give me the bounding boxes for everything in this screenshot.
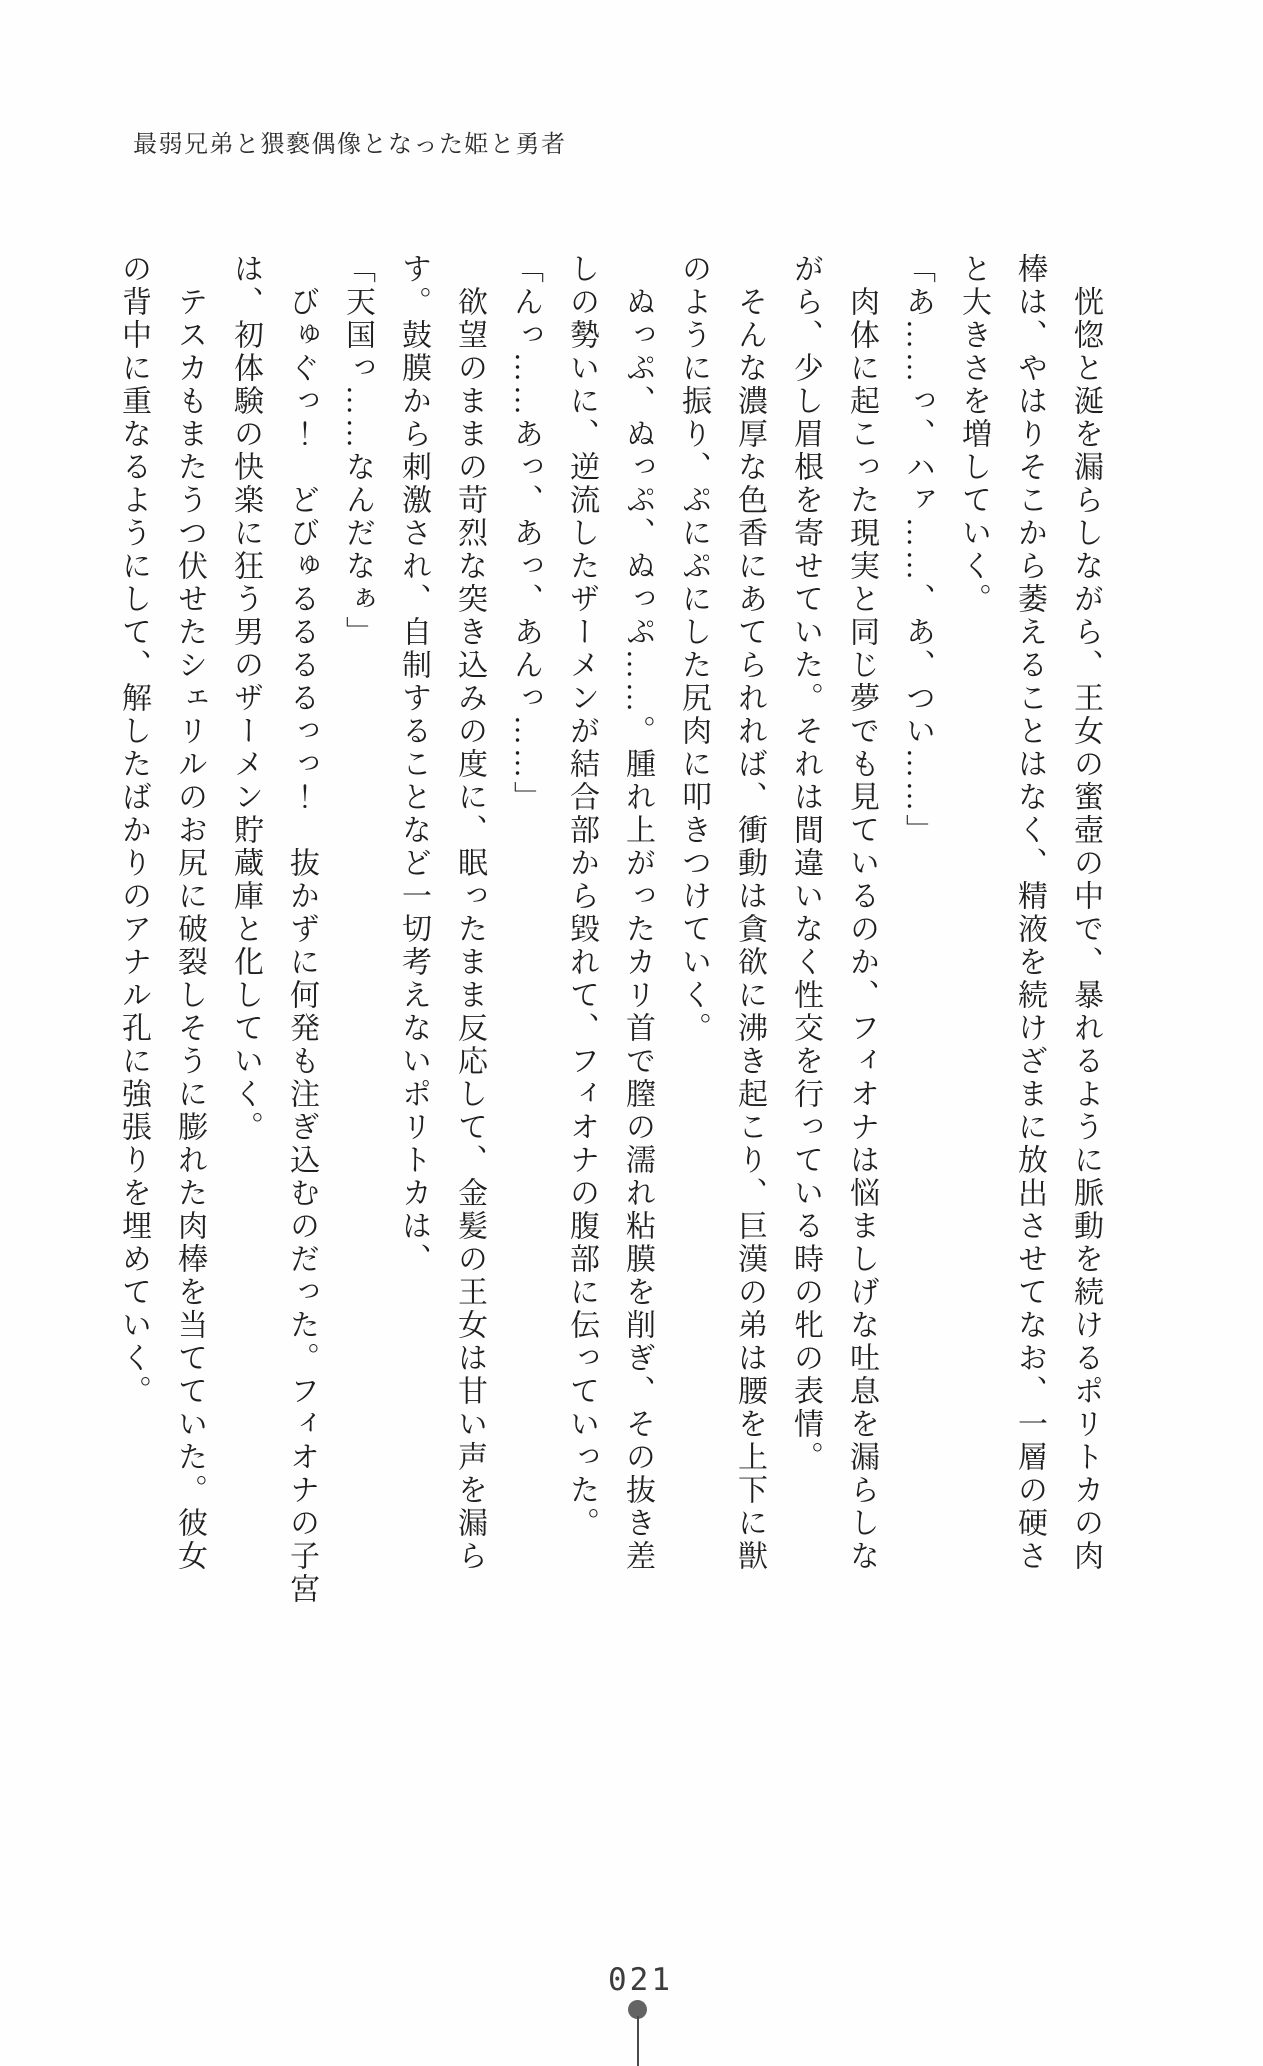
text-column: 棒は、やはりそこから萎えることはなく、精液を続けざまに放出させてなお、一層の硬さ — [1013, 253, 1046, 1573]
text-column: 肉体に起こった現実と同じ夢でも見ているのか、フィオナは悩ましげな吐息を漏らしな — [845, 253, 878, 1573]
page-number: 021 — [608, 1962, 673, 1998]
text-column: ぬっぷ、ぬっぷ、ぬっぷ……。腫れ上がったカリ首で膣の濡れ粘膜を削ぎ、その抜き差 — [621, 253, 654, 1573]
binding-dot-icon — [628, 2000, 647, 2019]
text-column: は、初体験の快楽に狂う男のザーメン貯蔵庫と化していく。 — [229, 253, 262, 1144]
text-column: のように振り、ぷにぷにした尻肉に叩きつけていく。 — [677, 253, 710, 1045]
body-text — [105, 253, 1113, 1613]
text-column: 恍惚と涎を漏らしながら、王女の蜜壺の中で、暴れるように脈動を続けるポリトカの肉 — [1069, 253, 1102, 1573]
text-column: そんな濃厚な色香にあてられれば、衝動は貪欲に沸き起こり、巨漢の弟は腰を上下に獣 — [733, 253, 766, 1573]
text-column: と大きさを増していく。 — [957, 253, 990, 616]
text-column: す。鼓膜から刺激され、自制することなど一切考えないポリトカは、 — [397, 253, 430, 1276]
text-column: テスカもまたうつ伏せたシェリルのお尻に破裂しそうに膨れた肉棒を当てていた。彼女 — [173, 253, 206, 1573]
text-column: がら、少し眉根を寄せていた。それは間違いなく性交を行っている時の牝の表情。 — [789, 253, 822, 1474]
text-column: の背中に重なるようにして、解したばかりのアナル孔に強張りを埋めていく。 — [117, 253, 150, 1408]
binding-stem-line — [637, 2016, 639, 2066]
text-column: 「天国っ……なんだなぁ」 — [341, 253, 374, 649]
text-column: 欲望のままの苛烈な突き込みの度に、眠ったまま反応して、金髪の王女は甘い声を漏ら — [453, 253, 486, 1573]
text-column: 「んっ……あっ、あっ、あんっ……」 — [509, 253, 542, 814]
text-column: びゅぐっ！ どびゅるるるるっっ！ 抜かずに何発も注ぎ込むのだった。フィオナの子宮 — [285, 253, 318, 1606]
text-column: 「あ……っ、ハァ……、あ、つい……」 — [901, 253, 934, 847]
running-title: 最弱兄弟と猥褻偶像となった姫と勇者 — [133, 132, 567, 158]
text-column: しの勢いに、逆流したザーメンが結合部から毀れて、フィオナの腹部に伝っていった。 — [565, 253, 598, 1540]
